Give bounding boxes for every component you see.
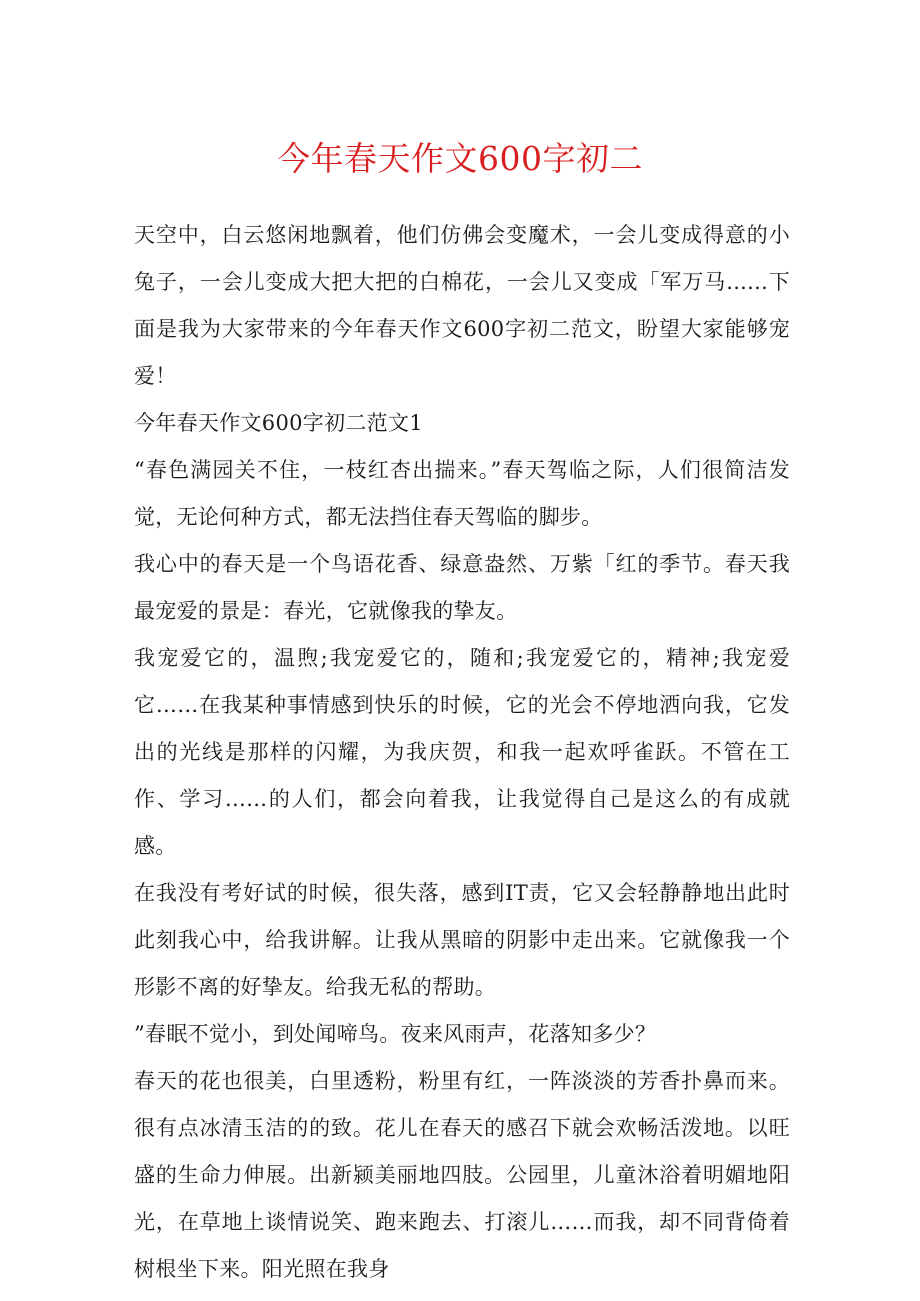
paragraph-intro: 天空中，白云悠闲地飘着，他们仿佛会变魔术，一会儿变成得意的小兔子，一会儿变成大把大把的白棉花，一会儿又变成「军万马......下面是我为大家带来的今年春天作文600字初二范文，盼望大家能够宠爱！: [134, 223, 790, 388]
document-body: [134, 212, 790, 1293]
paragraph-spring-quote: “春色满园关不住，一枝红杏出揣来。”春天驾临之际，人们很简洁发觉，无论何种方式，都无法挡住春天驾临的脚步。: [134, 458, 790, 529]
paragraph-love-sunlight: 我宠爱它的，温煦;我宠爱它的，随和;我宠爱它的，精神;我宠爱它……在我某种事情感到快乐的时候，它的光会不停地洒向我，它发出的光线是那样的闪耀，为我庆贺，和我一起欢呼雀跃。不管在工作、学习……的人们，都会向着我，让我觉得自己是这么的有成就感。: [134, 646, 790, 858]
document-title: 今年春天作文600字初二: [277, 139, 643, 178]
paragraph-flowers: 春天的花也很美，白里透粉，粉里有红，一阵淡淡的芳香扑鼻而来。很有点冰清玉洁的的致。花儿在春天的感召下就会欢畅活泼地。以旺盛的生命力伸展。出新颍美丽地四肢。公园里，儿童沐浴着明媚地阳光，在草地上谈情说笑、跑来跑去、打滚儿……而我，却不同背倚着树根坐下来。阳光照在我身: [134, 1069, 790, 1281]
paragraph-exam: 在我没有考好试的时候，很失落，感到IT责，它又会轻静静地出此时此刻我心中，给我讲解。让我从黑暗的阴影中走出来。它就像我一个形影不离的好挚友。给我无私的帮助。: [134, 881, 790, 999]
paragraph-poem: ”春眠不觉小，到处闻啼鸟。夜来风雨声，花落知多少？: [134, 1022, 657, 1046]
paragraph-spring-in-heart: 我心中的春天是一个鸟语花香、绿意盎然、万紫「红的季节。春天我最宠爱的景是：春光，它就像我的挚友。: [134, 552, 790, 623]
paragraph-subheading: 今年春天作文600字初二范文1: [134, 411, 423, 435]
